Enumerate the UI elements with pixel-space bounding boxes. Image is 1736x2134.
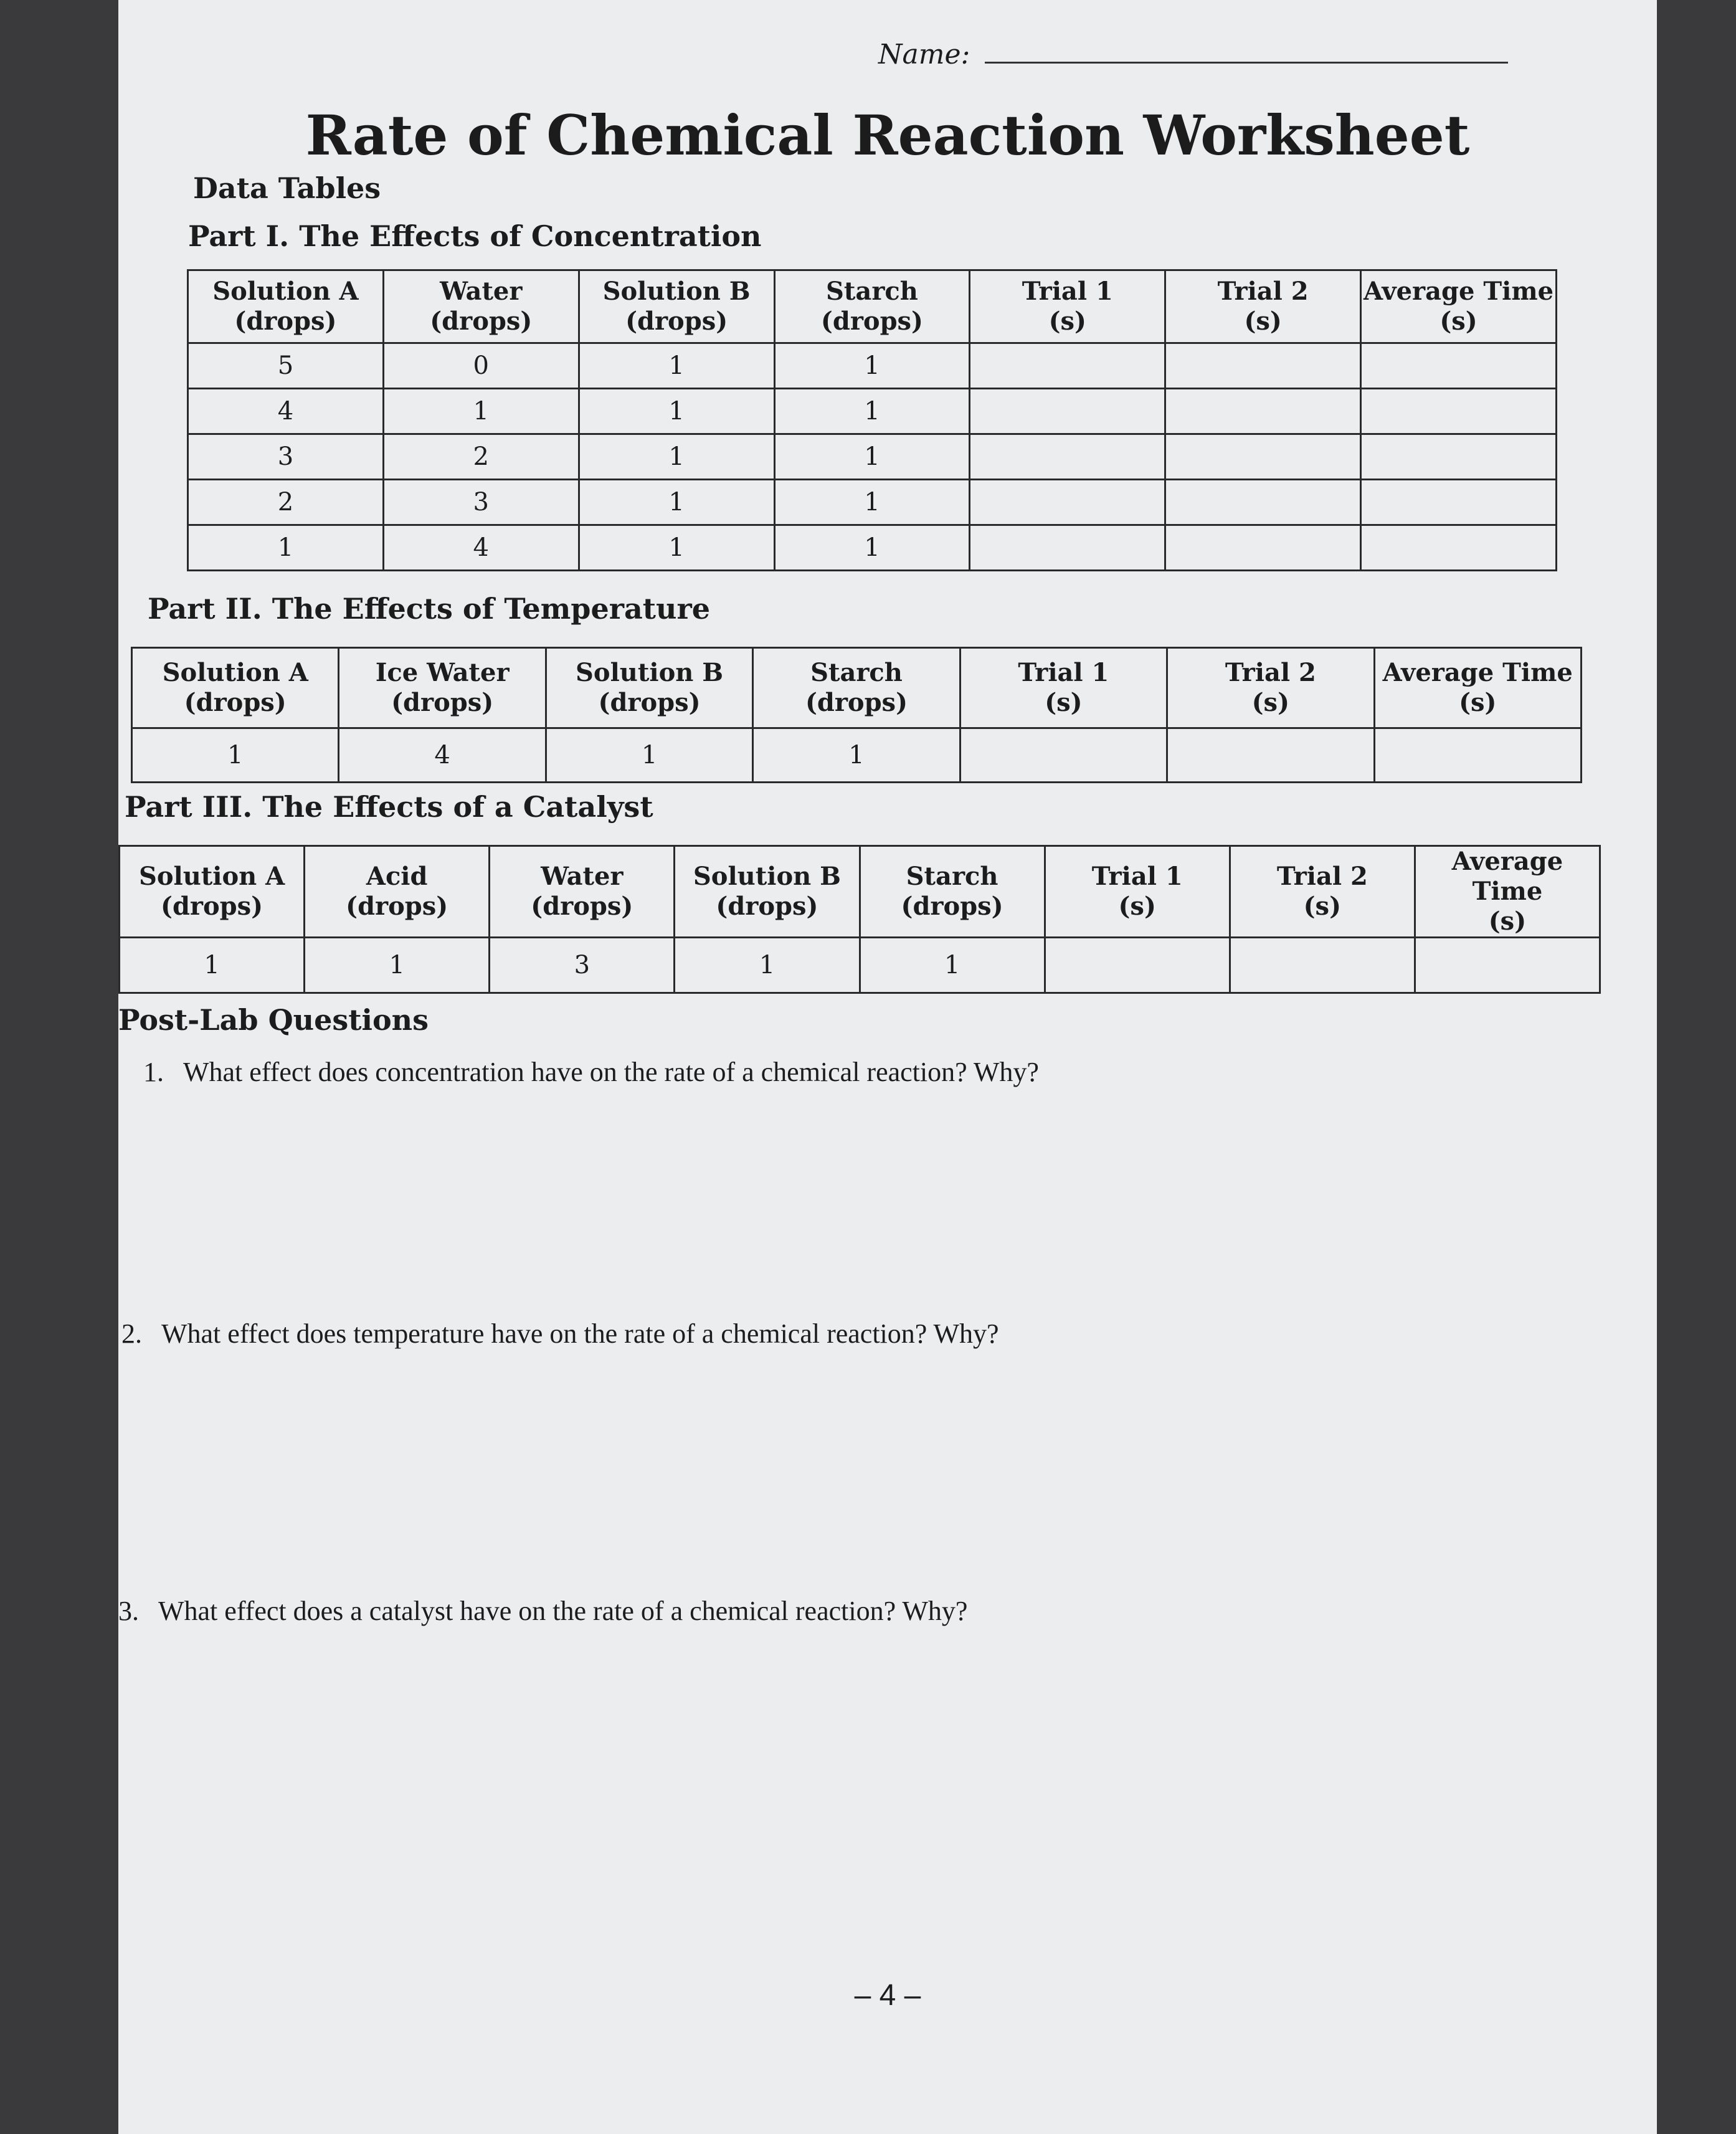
column-header-unit: (drops) — [716, 892, 818, 921]
worksheet-title: Rate of Chemical Reaction Worksheet — [305, 103, 1470, 168]
column-header-title: Ice Water — [375, 658, 510, 687]
table-cell: 2 — [188, 480, 384, 525]
column-header — [579, 270, 774, 343]
column-header-title: Solution B — [576, 658, 724, 687]
worksheet-page — [118, 0, 1657, 2134]
column-header-title: Starch — [826, 277, 918, 306]
table-cell: 5 — [188, 343, 384, 389]
table-cell: 1 — [579, 525, 774, 571]
part2-table — [131, 647, 1582, 783]
blank-answer-cell[interactable] — [1361, 480, 1557, 525]
part1-label: Part I. The Effects of Concentration — [188, 219, 762, 253]
table-cell: 1 — [546, 728, 752, 783]
blank-answer-cell[interactable] — [1165, 480, 1361, 525]
table-row — [188, 343, 1557, 389]
table-cell: 2 — [383, 434, 579, 480]
blank-answer-cell[interactable] — [1165, 389, 1361, 434]
part3-table — [118, 845, 1601, 994]
column-header-unit: (drops) — [598, 688, 701, 717]
column-header-title: Average Time — [1363, 277, 1554, 306]
name-blank-line[interactable] — [985, 39, 1508, 64]
table-row — [188, 389, 1557, 434]
column-header-title: Trial 1 — [1022, 277, 1113, 306]
name-field — [878, 39, 1508, 70]
blank-answer-cell[interactable] — [1230, 938, 1415, 993]
column-header-unit: (drops) — [901, 892, 1003, 921]
table-cell: 1 — [774, 343, 970, 389]
blank-answer-cell[interactable] — [1167, 728, 1374, 783]
blank-answer-cell[interactable] — [1165, 525, 1361, 571]
table-cell: 1 — [753, 728, 960, 783]
column-header-title: Trial 2 — [1217, 277, 1309, 306]
table-cell: 4 — [383, 525, 579, 571]
question-number: 2. — [121, 1318, 142, 1349]
column-header-unit: (drops) — [805, 688, 908, 717]
table-cell: 1 — [579, 343, 774, 389]
data-tables-label: Data Tables — [193, 171, 381, 205]
column-header — [132, 648, 339, 728]
column-header-title: Solution A — [138, 862, 285, 891]
column-header-unit: (drops) — [820, 307, 923, 336]
column-header-unit: (drops) — [430, 307, 533, 336]
column-header-title: Trial 2 — [1276, 862, 1368, 891]
blank-answer-cell[interactable] — [970, 343, 1165, 389]
column-header-unit: (s) — [1440, 307, 1477, 336]
header-row — [132, 648, 1582, 728]
question-number: 3. — [118, 1596, 139, 1626]
column-header — [490, 846, 675, 938]
column-header-title: Water — [541, 862, 624, 891]
table-cell: 4 — [339, 728, 546, 783]
part1-table — [187, 269, 1557, 571]
table-row — [188, 434, 1557, 480]
column-header-unit: (s) — [1244, 307, 1282, 336]
column-header-title: Solution A — [212, 277, 359, 306]
table-cell: 1 — [774, 434, 970, 480]
page-number: – 4 – — [854, 1979, 921, 2012]
table-cell: 1 — [774, 389, 970, 434]
column-header-unit: (s) — [1048, 307, 1086, 336]
table-cell: 1 — [305, 938, 490, 993]
column-header-title: Water — [440, 277, 523, 306]
table-cell: 1 — [579, 480, 774, 525]
table-cell: 1 — [774, 525, 970, 571]
blank-answer-cell[interactable] — [1165, 343, 1361, 389]
question-text: What effect does a catalyst have on the rate of a chemical reaction? Why? — [158, 1596, 968, 1626]
column-header — [383, 270, 579, 343]
column-header-unit: (drops) — [391, 688, 494, 717]
column-header-title: Solution A — [162, 658, 308, 687]
name-label: Name: — [878, 39, 970, 70]
column-header — [960, 648, 1167, 728]
column-header — [546, 648, 752, 728]
question-number: 1. — [143, 1057, 164, 1087]
question-2 — [121, 1318, 999, 1350]
column-header — [1415, 846, 1600, 938]
column-header-title: Average Time — [1382, 658, 1573, 687]
table-cell: 1 — [675, 938, 860, 993]
column-header — [1165, 270, 1361, 343]
blank-answer-cell[interactable] — [1045, 938, 1230, 993]
table-cell: 3 — [383, 480, 579, 525]
blank-answer-cell[interactable] — [1361, 343, 1557, 389]
column-header — [305, 846, 490, 938]
column-header-unit: (s) — [1303, 892, 1341, 921]
question-text: What effect does temperature have on the rate of a chemical reaction? Why? — [161, 1318, 999, 1349]
post-lab-label: Post-Lab Questions — [118, 1003, 429, 1037]
blank-answer-cell[interactable] — [960, 728, 1167, 783]
blank-answer-cell[interactable] — [970, 525, 1165, 571]
column-header-unit: (s) — [1118, 892, 1156, 921]
column-header-unit: (drops) — [184, 688, 287, 717]
table-cell: 1 — [132, 728, 339, 783]
column-header — [675, 846, 860, 938]
table-row — [132, 728, 1582, 783]
column-header-unit: (drops) — [625, 307, 728, 336]
blank-answer-cell[interactable] — [1361, 525, 1557, 571]
column-header — [1045, 846, 1230, 938]
blank-answer-cell[interactable] — [970, 434, 1165, 480]
question-3 — [118, 1595, 967, 1627]
column-header-title: Starch — [906, 862, 998, 891]
table-cell: 1 — [774, 480, 970, 525]
column-header — [774, 270, 970, 343]
table-row — [120, 938, 1600, 993]
blank-answer-cell[interactable] — [1165, 434, 1361, 480]
table-cell: 0 — [383, 343, 579, 389]
column-header-unit: (s) — [1488, 907, 1527, 936]
column-header-title: Starch — [810, 658, 903, 687]
column-header-unit: (s) — [1251, 688, 1289, 717]
part3-label: Part III. The Effects of a Catalyst — [125, 790, 653, 824]
table-cell: 1 — [579, 434, 774, 480]
table-cell: 1 — [188, 525, 384, 571]
column-header-title: Solution B — [693, 862, 841, 891]
table-cell: 1 — [860, 938, 1045, 993]
column-header — [120, 846, 305, 938]
table-cell: 3 — [490, 938, 675, 993]
column-header-unit: (drops) — [234, 307, 337, 336]
blank-answer-cell[interactable] — [1374, 728, 1581, 783]
column-header — [188, 270, 384, 343]
column-header — [970, 270, 1165, 343]
column-header — [1167, 648, 1374, 728]
column-header-unit: (drops) — [161, 892, 263, 921]
column-header-unit: (drops) — [346, 892, 448, 921]
column-header-title: Trial 1 — [1091, 862, 1183, 891]
column-header-title: Average Time — [1451, 847, 1563, 906]
table-cell: 3 — [188, 434, 384, 480]
table-cell: 4 — [188, 389, 384, 434]
column-header — [339, 648, 546, 728]
column-header-title: Trial 2 — [1225, 658, 1316, 687]
header-row — [120, 846, 1600, 938]
column-header — [1361, 270, 1557, 343]
column-header-unit: (s) — [1459, 688, 1497, 717]
column-header-title: Acid — [366, 862, 428, 891]
table-cell: 1 — [120, 938, 305, 993]
table-cell: 1 — [579, 389, 774, 434]
column-header — [753, 648, 960, 728]
blank-answer-cell[interactable] — [1361, 434, 1557, 480]
table-row — [188, 480, 1557, 525]
column-header — [860, 846, 1045, 938]
column-header-title: Trial 1 — [1018, 658, 1109, 687]
blank-answer-cell[interactable] — [1361, 389, 1557, 434]
part2-label: Part II. The Effects of Temperature — [148, 592, 710, 626]
table-row — [188, 525, 1557, 571]
question-text: What effect does concentration have on the rate of a chemical reaction? Why? — [183, 1057, 1039, 1087]
column-header — [1374, 648, 1581, 728]
column-header — [1230, 846, 1415, 938]
header-row — [188, 270, 1557, 343]
blank-answer-cell[interactable] — [970, 389, 1165, 434]
table-cell: 1 — [383, 389, 579, 434]
question-1 — [143, 1056, 1039, 1088]
column-header-unit: (s) — [1045, 688, 1083, 717]
column-header-title: Solution B — [602, 277, 751, 306]
blank-answer-cell[interactable] — [970, 480, 1165, 525]
blank-answer-cell[interactable] — [1415, 938, 1600, 993]
column-header-unit: (drops) — [531, 892, 633, 921]
